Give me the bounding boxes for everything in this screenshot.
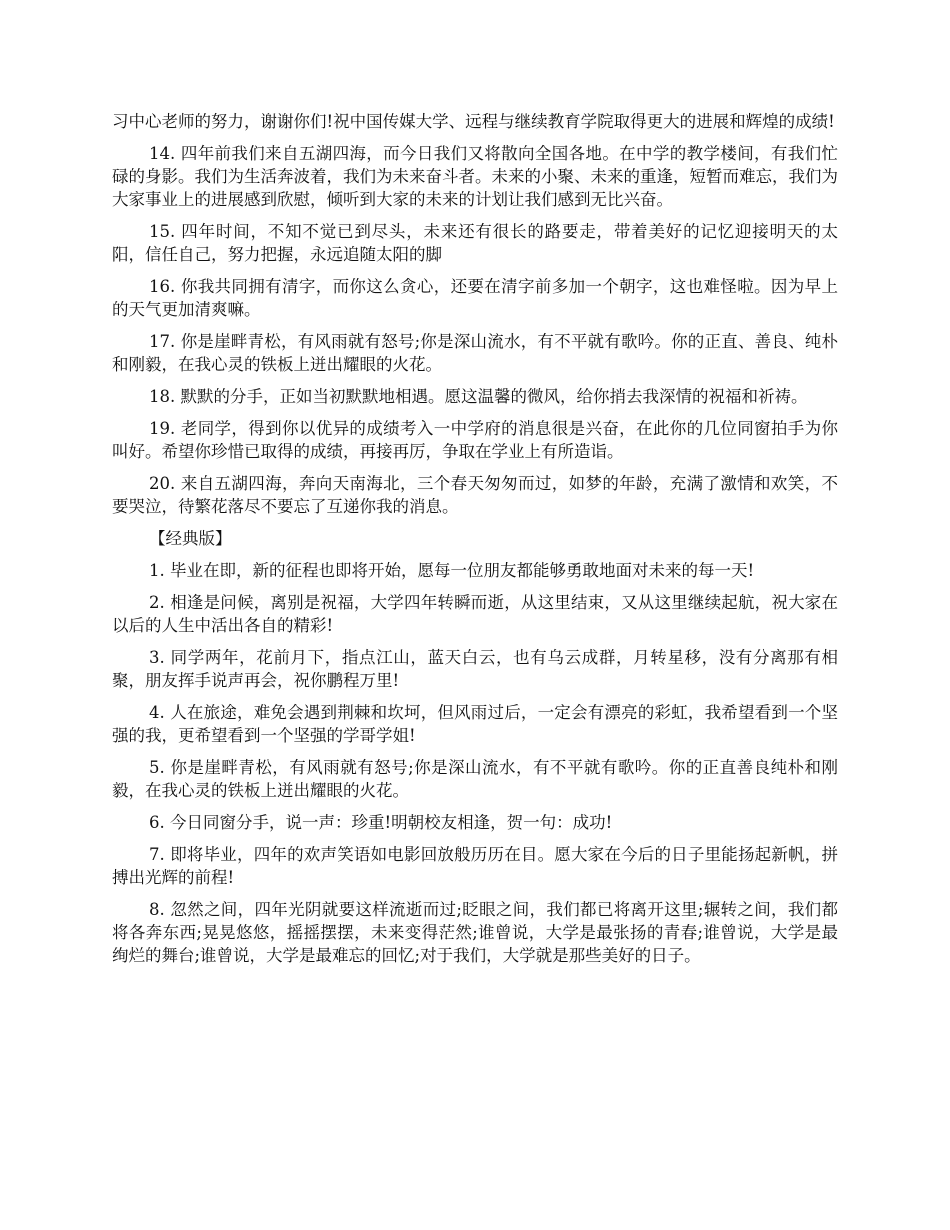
classic-paragraph-1: 1. 毕业在即，新的征程也即将开始，愿每一位朋友都能够勇敢地面对未来的每一天! [149,561,755,580]
classic-paragraph-6: 6. 今日同窗分手，说一声：珍重!明朝校友相逢，贺一句：成功! [149,813,613,832]
paragraph-continuation: 习中心老师的努力，谢谢你们!祝中国传媒大学、远程与继续教育学院取得更大的进展和辉煌的成绩! [112,112,835,131]
classic-paragraph-7: 7. 即将毕业，四年的欢声笑语如电影回放般历历在目。愿大家在今后的日子里能扬起新帆，拼搏出光辉的前程! [112,845,838,887]
paragraph-15: 15. 四年时间，不知不觉已到尽头，未来还有很长的路要走，带着美好的记忆迎接明天的太阳，信任自己，努力把握，永远追随太阳的脚 [112,222,838,264]
paragraph-18: 18. 默默的分手，正如当初默默地相遇。愿这温馨的微风，给你捎去我深情的祝福和祈祷。 [149,387,808,406]
document-page [112,110,838,976]
classic-paragraph-4: 4. 人在旅途，难免会遇到荆棘和坎坷，但风雨过后，一定会有漂亮的彩虹，我希望看到一个坚强的我，更希望看到一个坚强的学哥学姐! [112,703,838,745]
classic-paragraph-3: 3. 同学两年，花前月下，指点江山，蓝天白云，也有乌云成群，月转星移，没有分离那有相聚，朋友挥手说声再会，祝你鹏程万里! [112,648,838,690]
paragraph-16: 16. 你我共同拥有清字，而你这么贪心，还要在清字前多加一个朝字，这也难怪啦。因为早上的天气更加清爽嘛。 [112,277,838,319]
classic-paragraph-2: 2. 相逢是问候，离别是祝福，大学四年转瞬而逝，从这里结束，又从这里继续起航，祝大家在以后的人生中活出各自的精彩! [112,593,838,635]
paragraph-19: 19. 老同学，得到你以优异的成绩考入一中学府的消息很是兴奋，在此你的几位同窗拍手为你叫好。希望你珍惜已取得的成绩，再接再厉，争取在学业上有所造诣。 [112,419,838,461]
classic-paragraph-8: 8. 忽然之间，四年光阴就要这样流逝而过;眨眼之间，我们都已将离开这里;辗转之间，我们都将各奔东西;晃晃悠悠，摇摇摆摆，未来变得茫然;谁曾说，大学是最张扬的青春;谁曾说，大学是最绚烂的舞台;谁曾说，大学是最难忘的回忆;对于我们，大学就是那些美好的日子。 [112,900,838,965]
paragraph-14: 14. 四年前我们来自五湖四海，而今日我们又将散向全国各地。在中学的教学楼间，有我们忙碌的身影。我们为生活奔波着，我们为未来奋斗者。未来的小聚、未来的重逢，短暂而难忘，我们为大家事业上的进展感到欣慰，倾听到大家的未来的计划让我们感到无比兴奋。 [112,144,838,209]
paragraph-17: 17. 你是崖畔青松，有风雨就有怒号;你是深山流水，有不平就有歌吟。你的正直、善良、纯朴和刚毅，在我心灵的铁板上迸出耀眼的火花。 [112,332,838,374]
section-heading-classic: 【经典版】 [149,529,232,548]
classic-paragraph-5: 5. 你是崖畔青松，有风雨就有怒号;你是深山流水，有不平就有歌吟。你的正直善良纯朴和刚毅，在我心灵的铁板上迸出耀眼的火花。 [112,758,838,800]
paragraph-20: 20. 来自五湖四海，奔向天南海北，三个春天匆匆而过，如梦的年龄，充满了激情和欢笑，不要哭泣，待繁花落尽不要忘了互递你我的消息。 [112,474,838,516]
